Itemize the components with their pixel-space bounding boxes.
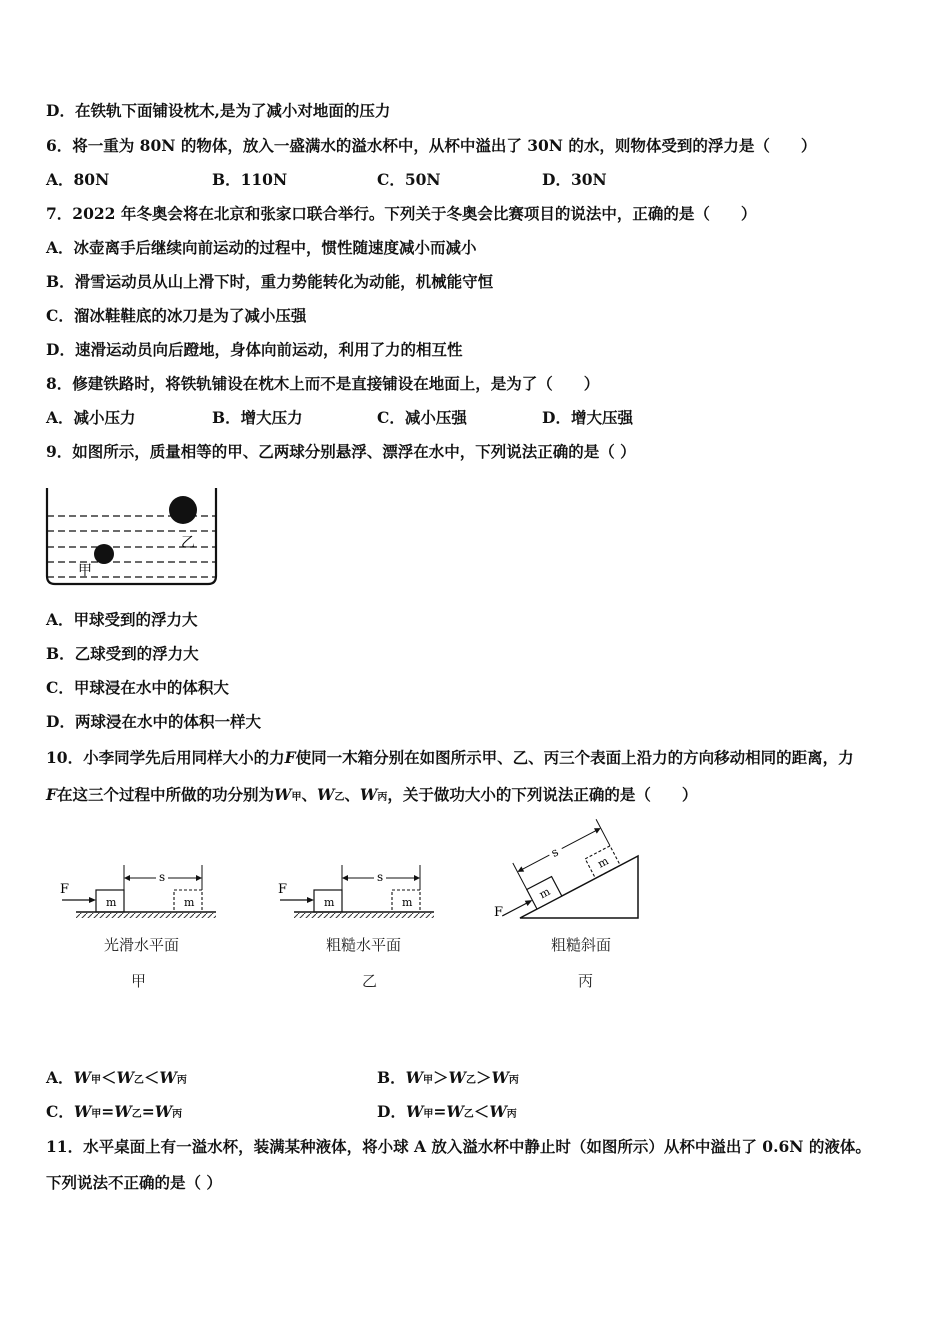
q10-figure-jia xyxy=(56,860,221,930)
q7-option-c: C．溜冰鞋鞋底的冰刀是为了减小压强 xyxy=(46,306,307,325)
q9-option-c: C．甲球浸在水中的体积大 xyxy=(46,678,229,697)
box-label: m xyxy=(106,896,117,909)
q8-option-a: A．减小压力 xyxy=(46,408,136,427)
label-jia: 甲 xyxy=(78,563,92,579)
q11-stem-line1: 11．水平桌面上有一溢水杯，装满某种液体，将小球 A 放入溢水杯中静止时（如图所示）从杯中溢出了 0.6N 的液体。 xyxy=(46,1137,871,1156)
ball-jia xyxy=(94,544,114,564)
box-label: m xyxy=(324,896,335,909)
q7-stem: 7．2022 年冬奥会将在北京和张家口联合举行。下列关于冬奥会比赛项目的说法中，正确的是（ ） xyxy=(46,204,757,223)
q9-option-a: A．甲球受到的浮力大 xyxy=(46,610,198,629)
q6-option-d: D．30N xyxy=(542,170,607,189)
force-label: F xyxy=(494,905,504,920)
q10-figure-bing xyxy=(488,818,648,926)
label-yi: 乙 xyxy=(181,535,195,551)
q10-option-b: B．W甲＞W乙＞W丙 xyxy=(377,1068,519,1087)
q10-label-jia: 甲 xyxy=(131,972,147,990)
q7-option-d: D．速滑运动员向后蹬地，身体向前运动，利用了力的相互性 xyxy=(46,340,463,359)
q9-option-b: B．乙球受到的浮力大 xyxy=(46,644,199,663)
box-label-end: m xyxy=(184,896,195,909)
q9-beaker-figure xyxy=(40,486,230,590)
q7-option-a: A．冰壶离手后继续向前运动的过程中，惯性随速度减小而减小 xyxy=(46,238,477,257)
distance-label: s xyxy=(548,844,561,860)
q8-stem: 8．修建铁路时，将铁轨铺设在枕木上而不是直接铺设在地面上，是为了（ ） xyxy=(46,374,600,393)
q10-label-yi: 乙 xyxy=(362,972,378,990)
box-label: m xyxy=(537,884,553,902)
box-label-end: m xyxy=(595,854,611,871)
q10-option-a: A．W甲＜W乙＜W丙 xyxy=(46,1068,187,1087)
q9-stem: 9．如图所示，质量相等的甲、乙两球分别悬浮、漂浮在水中，下列说法正确的是（ ） xyxy=(46,442,636,461)
q10-label-bing: 丙 xyxy=(578,972,594,990)
box-label-end: m xyxy=(402,896,413,909)
q7-option-b: B．滑雪运动员从山上滑下时，重力势能转化为动能，机械能守恒 xyxy=(46,272,494,291)
force-label: F xyxy=(60,882,70,897)
ball-yi xyxy=(169,496,197,524)
q6-option-a: A．80N xyxy=(46,170,110,189)
q9-option-d: D．两球浸在水中的体积一样大 xyxy=(46,712,261,731)
q10-caption-yi: 粗糙水平面 xyxy=(326,936,402,954)
q5-option-d: D．在铁轨下面铺设枕木,是为了减小对地面的压力 xyxy=(46,101,391,120)
q11-stem-line2: 下列说法不正确的是（ ） xyxy=(46,1173,222,1192)
q10-caption-bing: 粗糙斜面 xyxy=(551,936,612,954)
q6-option-b: B．110N xyxy=(212,170,288,189)
q10-caption-jia: 光滑水平面 xyxy=(104,936,180,954)
q10-option-c: C．W甲=W乙=W丙 xyxy=(46,1102,183,1121)
distance-label: s xyxy=(377,870,384,884)
q8-option-b: B．增大压力 xyxy=(212,408,303,427)
q10-stem-line1: 10．小李同学先后用同样大小的力F使同一木箱分别在如图所示甲、乙、丙三个表面上沿力的方向移动相同的距离，力 xyxy=(46,748,854,767)
q10-figure-yi xyxy=(274,860,439,930)
q6-option-c: C．50N xyxy=(377,170,441,189)
q8-option-d: D．增大压强 xyxy=(542,408,633,427)
force-label: F xyxy=(278,882,288,897)
q10-option-d: D．W甲=W乙＜W丙 xyxy=(377,1102,517,1121)
q8-option-c: C．减小压强 xyxy=(377,408,467,427)
distance-label: s xyxy=(159,870,166,884)
q10-stem-line2: F在这三个过程中所做的功分别为W甲、W乙、W丙，关于做功大小的下列说法正确的是（ ） xyxy=(46,785,698,804)
q6-stem: 6．将一重为 80N 的物体，放入一盛满水的溢水杯中，从杯中溢出了 30N 的水，则物体受到的浮力是（ ） xyxy=(46,136,817,155)
